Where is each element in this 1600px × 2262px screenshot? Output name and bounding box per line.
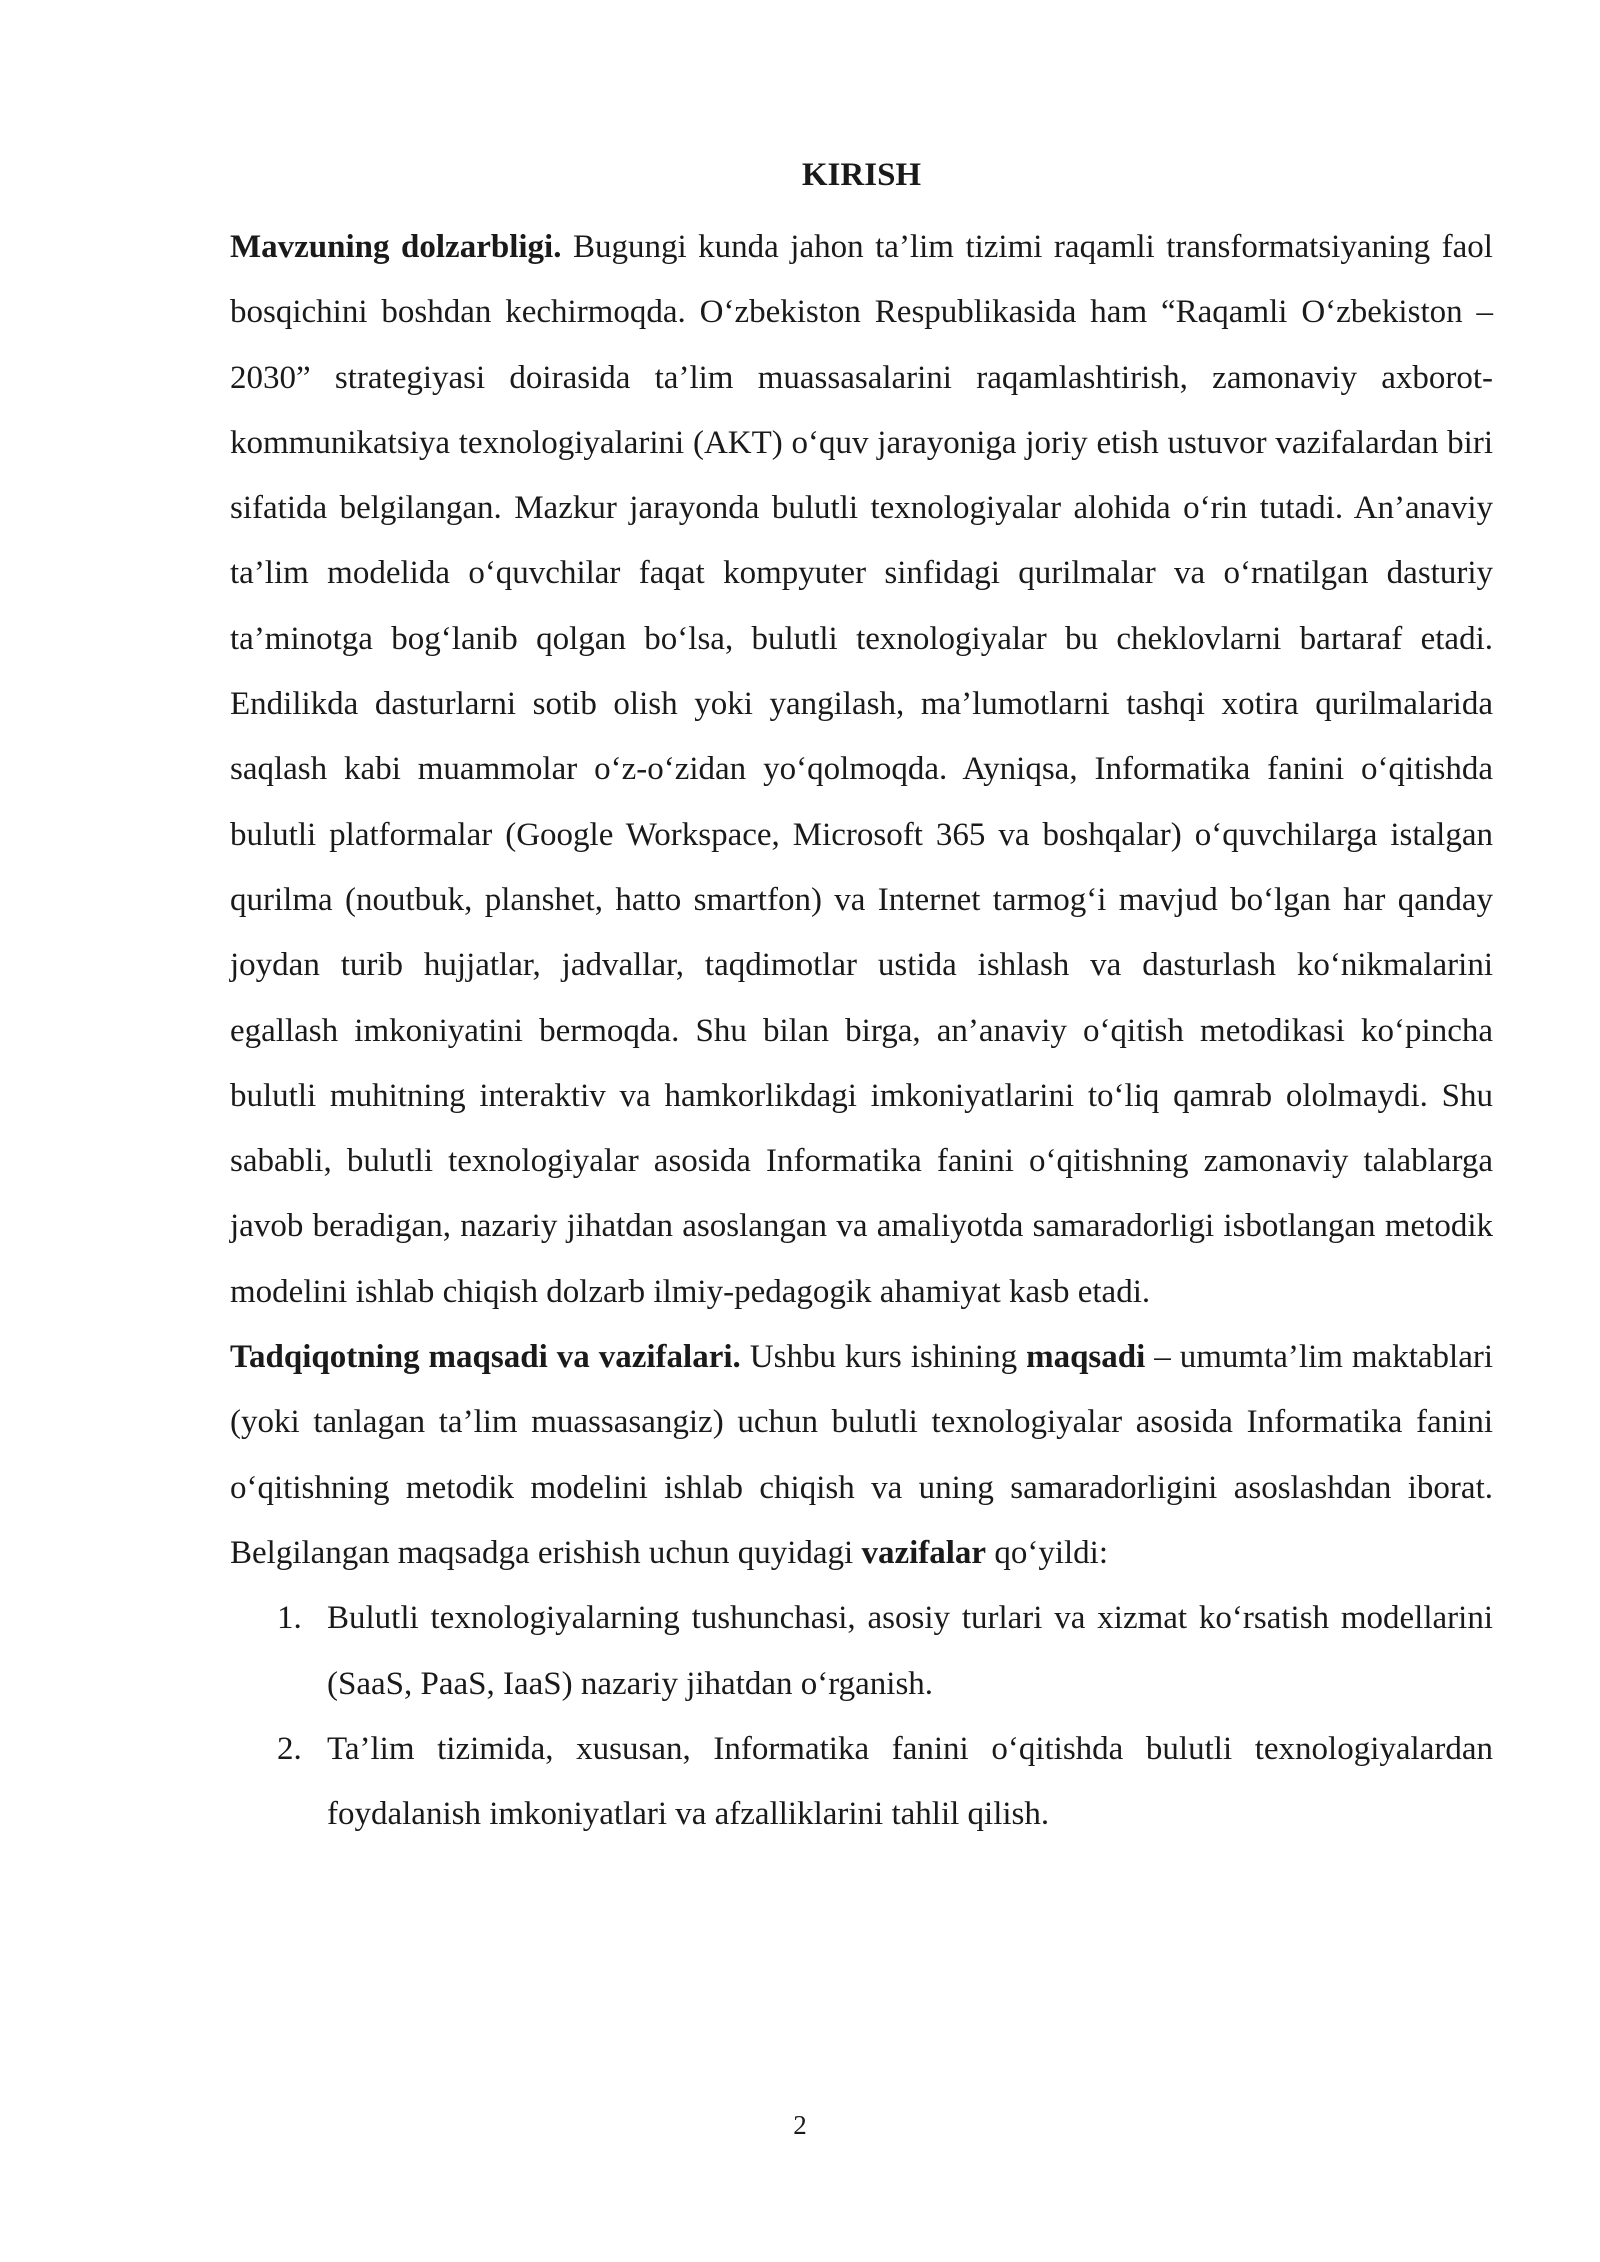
relevance-text: Bugungi kunda jahon ta’lim tizimi raqamli transformatsiyaning faol bosqichini boshdan kechirmoqda. O‘zbekiston Respublikasida ham “Raqamli O‘zbekiston – 2030” strategiyasi doirasida ta’lim muassasalarini raqamlashtirish, zamonaviy axborot-kommunikatsiya texnologiyalarini (AKT) o‘quv jarayoniga joriy etish ustuvor vazifalardan biri sifatida belgilangan. Mazkur jarayonda bulutli texnologiyalar alohida o‘rin tutadi. An’anaviy ta’lim modelida o‘quvchilar faqat kompyuter sinfidagi qurilmalar va o‘rnatilgan dasturiy ta’minotga bog‘lanib qolgan bo‘lsa, bulutli texnologiyalar bu cheklovlarni bartaraf etadi. Endilikda dasturlarni sotib olish yoki yangilash, ma’lumotlarni tashqi xotira qurilmalarida saqlash kabi muammolar o‘z-o‘zidan yo‘qolmoqda. Ayniqsa, Informatika fanini o‘qitishda bulutli platformalar (Google Workspace, Microsoft 365 va boshqalar) o‘quvchilarga istalgan qurilma (noutbuk, planshet, hatto smartfon) va Internet tarmog‘i mavjud bo‘lgan har qanday joydan turib hujjatlar, jadvallar, taqdimotlar ustida ishlash va dasturlash ko‘nikmalarini egallash imkoniyatini bermoqda. Shu bilan birga, an’anaviy o‘qitish metodikasi ko‘pincha bulutli muhitning interaktiv va hamkorlikdagi imkoniyatlarini to‘liq qamrab ololmaydi. Shu sababli, bulutli texnologiyalar asosida Informatika fanini o‘qitishning zamonaviy talablarga javob beradigan, nazariy jihatdan asoslangan va amaliyotda samaradorligi isbotlangan metodik modelini ishlab chiqish dolzarb ilmiy-pedagogik ahamiyat kasb etadi. <box>230 229 1493 1310</box>
tasks-intro-before: Belgilangan maqsadga erishish uchun quyidagi <box>230 1534 862 1571</box>
section-title: KIRISH <box>801 157 922 193</box>
task-number: 2. <box>277 1730 302 1767</box>
task-text: Ta’lim tizimida, xususan, Informatika fanini o‘qitishda bulutli texnologiyalardan foydalanish imkoniyatlari va afzalliklarini tahlil qilish. <box>327 1730 1493 1833</box>
goal-text-before: Ushbu kurs ishining <box>740 1339 1027 1376</box>
task-list <box>230 1586 1493 1847</box>
relevance-heading: Mavzuning dolzarbligi. <box>230 229 562 265</box>
goal-paragraph <box>230 1325 1493 1521</box>
page-number: 2 <box>793 2110 807 2140</box>
task-text: Bulutli texnologiyalarning tushunchasi, asosiy turlari va xizmat ko‘rsatish modellarini (SaaS, PaaS, IaaS) nazariy jihatdan o‘rganish. <box>327 1600 1493 1702</box>
tasks-intro-after: qo‘yildi: <box>986 1534 1108 1571</box>
task-item <box>230 1586 1493 1717</box>
goal-heading: Tadqiqotning maqsadi va vazifalari. <box>230 1339 741 1376</box>
page-content <box>230 150 1493 1847</box>
tasks-intro <box>230 1521 1493 1586</box>
goal-text-after: – umumta’lim maktablari (yoki tanlagan ta’lim muassasangiz) uchun bulutli texnologiyalar asosida Informatika fanini o‘qitishning metodik modelini ishlab chiqish va uning samaradorligini asoslashdan iborat. <box>230 1339 1493 1506</box>
tasks-intro-keyword: vazifalar <box>861 1534 987 1571</box>
task-item <box>230 1717 1493 1848</box>
task-number: 1. <box>277 1600 302 1637</box>
goal-keyword: maqsadi <box>1026 1339 1146 1376</box>
relevance-paragraph <box>230 215 1493 1325</box>
